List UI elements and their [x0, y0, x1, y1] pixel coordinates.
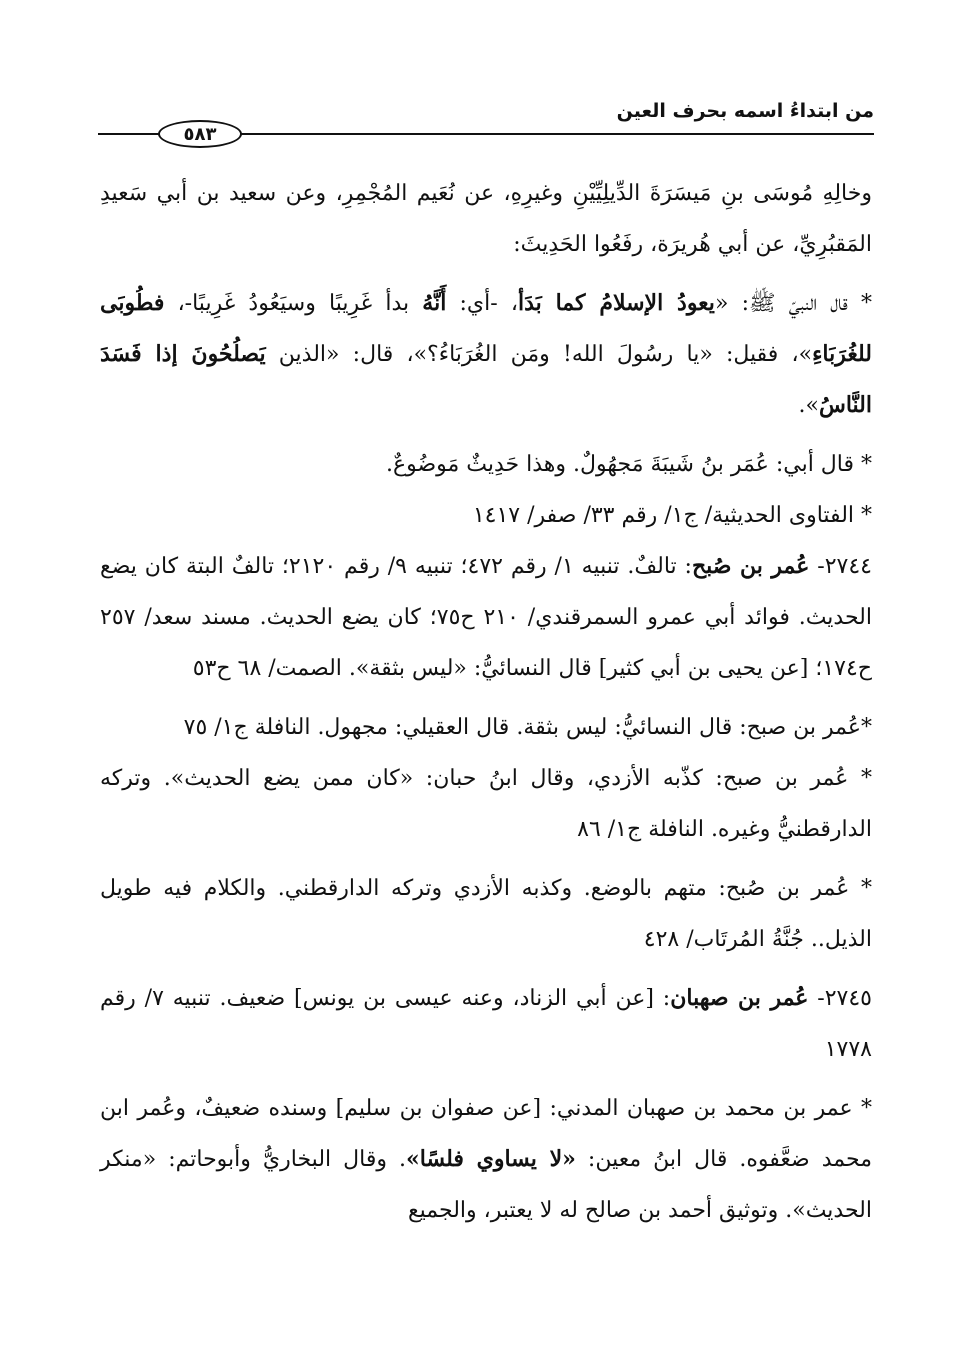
entry-number: ٢٧٤٤- [809, 554, 872, 579]
hadith-bold: يَصلُحُونَ إذا فَسَدَ النَّاسُ [100, 341, 872, 418]
entry-number: ٢٧٤٥- [808, 986, 872, 1011]
note-text: . وقال البخاريُّ وأبوحاتم: «منكر الحديث». وتوثيق أحمد بن صالح له لا يعتبر، والجميع [100, 1147, 872, 1223]
hadith-bold: أَنَّهُ [422, 290, 447, 316]
paragraph-note: * قال أبي: عُمَر بنُ شَيبَةَ مَجهُولٌ. وهذا حَدِيثٌ مَوضُوعٌ. [385, 452, 872, 477]
page-number [158, 120, 242, 148]
hadith-bold: فطُوبَى للغُرَبَاءِ [100, 290, 872, 367]
note-bold: «لا يساوي فلسًا» [406, 1146, 576, 1172]
hadith-text: بدأ غَرِيبًا وسيَعُودُ غَرِيبًا-، [164, 291, 423, 316]
page-body [100, 168, 872, 1236]
page-number-text: ٥٨٣ [183, 123, 217, 145]
paragraph-hadith [100, 278, 872, 431]
hadith-text: »، فقيل: «يا رسُولَ الله! ومَن الغُرَبَاءُ؟»، قال: «الذين [265, 342, 813, 367]
hadith-text: ، -أي: [446, 291, 518, 316]
paragraph-text: وخالِهِ مُوسَى بنِ مَيسَرَةَ الدِّيلِيِّيْنِ وغيرِهِ، عن نُعَيم المُجْمِرِ، وعن سعيد بن أبي سَعيدِ المَقبُرِيِّ، عن أبي هُريرَة، رفَعُوا الحَدِيثَ: [100, 181, 872, 257]
hadith-text: * قال النبيّ ﷺ: « [714, 291, 872, 316]
entry-text: : [عن أبي الزناد، وعنه عيسى بن يونس] ضعيف. تنبيه ٧/ رقم ١٧٧٨ [100, 986, 872, 1062]
entry-2744 [100, 541, 872, 694]
entry-name: عُمر بن صهبان [670, 985, 809, 1011]
paragraph-note: * عُمر بن صُبح: متهم بالوضع. وكذبه الأزدي وتركه الدارقطني. والكلام فيه طويل الذيل.. جُنَّةُ المُرتَاب/ ٤٢٨ [100, 876, 872, 952]
hadith-bold: يعودُ الإسلامُ كما بَدَأ [517, 290, 715, 316]
paragraph-note [100, 1083, 872, 1236]
entry-text: : تالفٌ. تنبيه ١/ رقم ٤٧٢؛ تنبيه ٩/ رقم ٢١٢٠؛ تالفٌ البتة كان يضع الحديث. فوائد أبي عمرو السمرقندي/ ٢١٠ ح٧٥؛ كان يضع الحديث. مسند سعد/ ٢٥٧ ح١٧٤؛ [عن يحيى بن أبي كثير] قال النسائيُّ: «ليس بثقة». الصمت/ ٦٨ ح٥٣ [100, 554, 872, 681]
paragraph-reference: * الفتاوى الحديثية/ ج١/ رقم ٣٣/ صفر/ ١٤١٧ [472, 503, 872, 528]
entry-name: عُمر بن صُبح [691, 553, 810, 579]
entry-2745 [100, 973, 872, 1075]
paragraph-note: *عُمر بن صبح: قال النسائيُّ: ليس بثقة. قال العقيلي: مجهول. النافلة ج١/ ٧٥ [183, 715, 872, 740]
hadith-text: ». [798, 393, 819, 418]
paragraph-note: * عُمر بن صبح: كذّبه الأزدي، وقال ابنُ حبان: «كان ممن يضع الحديث». وتركه الدارقطنيُّ وغيره. النافلة ج١/ ٨٦ [100, 766, 872, 842]
paragraph-continuation [100, 168, 872, 270]
running-head: من ابتداءُ اسمه بحرف العين [616, 100, 874, 122]
note-text: * عمر بن محمد بن صهبان المدني: [عن صفوان بن سليم] وسنده ضعيفٌ، وعُمر ابن محمد ضعَّفوه. قال ابنُ معين: [100, 1096, 872, 1172]
